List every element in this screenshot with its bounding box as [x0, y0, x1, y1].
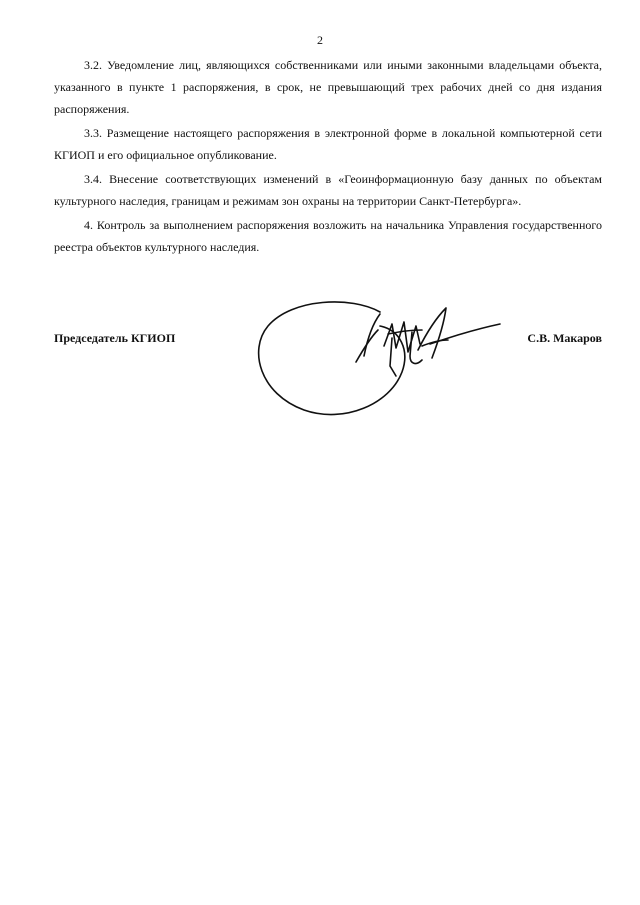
paragraph-3-4: 3.4. Внесение соответствующих изменений в «Геоинформационную базу данных по объектам культурного наследия, границам и режимам зон охраны на территории Санкт-Петербурга».	[54, 172, 602, 208]
document-body	[54, 54, 602, 260]
paragraph-3-2: 3.2. Уведомление лиц, являющихся собственниками или иными законными владельцами объекта, указанного в пункте 1 распоряжения, в срок, не превышающий трех рабочих дней со дня издания распоряжения.	[54, 58, 602, 116]
handwritten-signature	[252, 286, 502, 422]
signer-title: Председатель КГИОП	[54, 331, 176, 345]
signer-name: С.В. Макаров	[527, 331, 602, 345]
signature-graphic	[252, 286, 502, 422]
paragraph-3-3: 3.3. Размещение настоящего распоряжения в электронной форме в локальной компьютерной сети КГИОП и его официальное опубликование.	[54, 126, 602, 162]
paragraph-4: 4. Контроль за выполнением распоряжения возложить на начальника Управления государственного реестра объектов культурного наследия.	[54, 218, 602, 254]
page-number: 2	[317, 33, 323, 47]
